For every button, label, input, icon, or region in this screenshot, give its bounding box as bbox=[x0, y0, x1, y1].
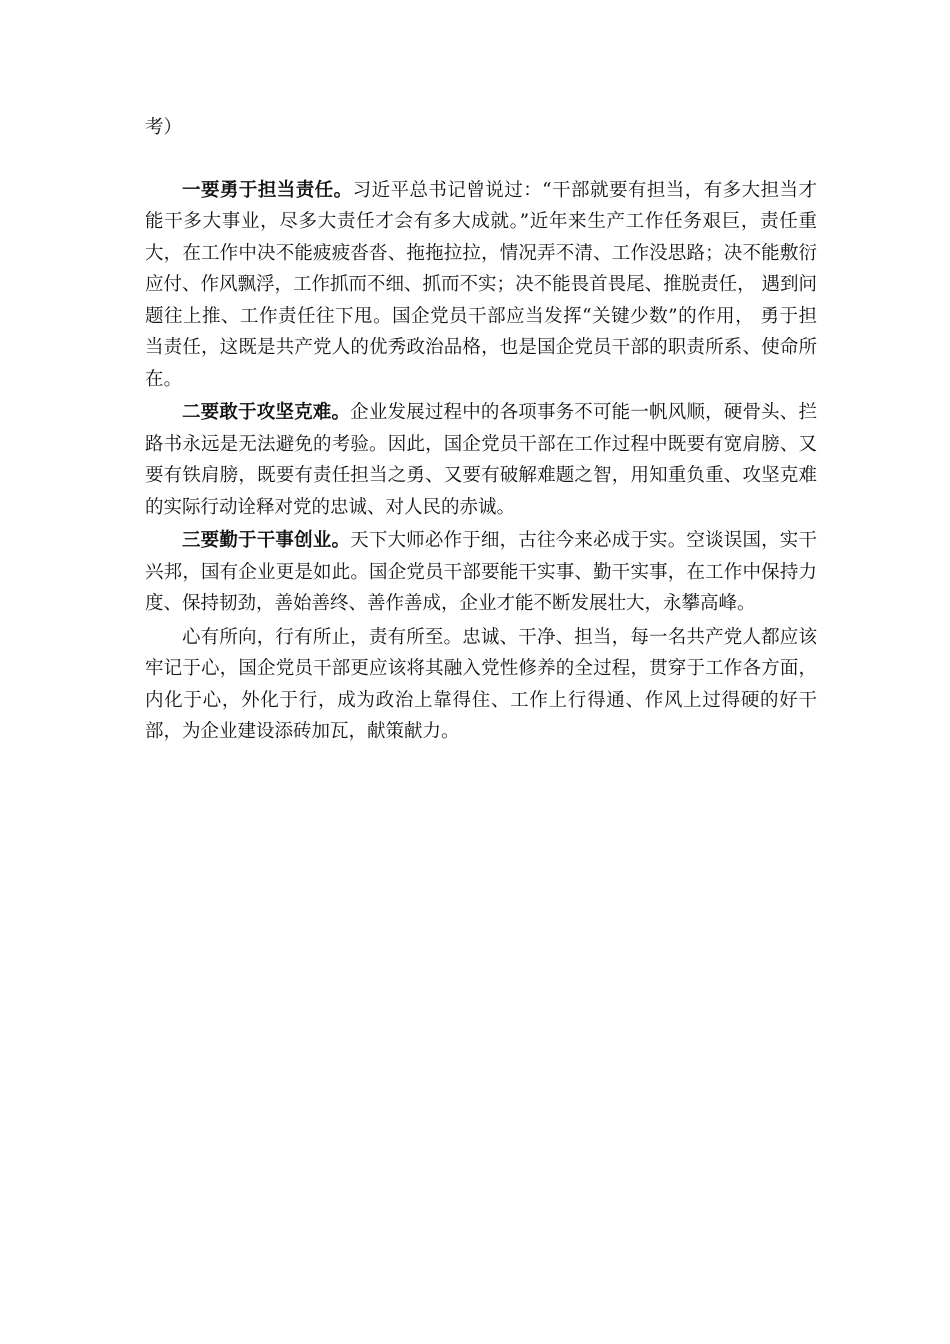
paragraph-responsibility bbox=[145, 175, 817, 396]
paragraph-text: 企业发展过程中的各项事务不可能一帆风顺，硬骨头、拦路书永远是无法避免的考验。因此，国企党员干部在工作过程中既要有宽肩膀、又要有铁肩膀，既要有责任担当之勇、又要有破解难题之智，用知重负重、攻坚克难的实际行动诠释对党的忠诚、对人民的赤诚。 bbox=[145, 402, 817, 518]
continuation-fragment: 考） bbox=[145, 117, 183, 138]
paragraph-lead: 三要勤于干事创业。 bbox=[182, 530, 351, 551]
paragraph-text: 天下大师必作于细，古往今来必成于实。空谈误国，实干兴邦，国有企业更是如此。国企党员干部要能干实事、勤干实事，在工作中保持力度、保持韧劲，善始善终、善作善成，企业才能不断发展壮大，永攀高峰。 bbox=[145, 530, 817, 614]
paragraph-text: 习近平总书记曾说过：“干部就要有担当，有多大担当才能干多大事业，尽多大责任才会有多大成就。”近年来生产工作任务艰巨，责任重大，在工作中决不能疲疲沓沓、拖拖拉拉，情况弄不清、工作没思路；决不能敷衍应付、作风飘浮，工作抓而不细、抓而不实；决不能畏首畏尾、推脱责任， 遇到问题往上推、工作责任往下甩。国企党员干部应当发挥“关键少数”的作用， 勇于担当责任，这既是共产党人的优秀政治品格，也是国企党员干部的职责所系、使命所在。 bbox=[145, 179, 817, 390]
paragraph-entrepreneurship bbox=[145, 525, 817, 620]
paragraph-difficulties bbox=[145, 397, 817, 523]
paragraph-text: 心有所向，行有所止，责有所至。忠诚、干净、担当，每一名共产党人都应该牢记于心，国企党员干部更应该将其融入党性修养的全过程，贯穿于工作各方面，内化于心，外化于行，成为政治上靠得住、工作上行得通、作风上过得硬的好干部，为企业建设添砖加瓦，献策献力。 bbox=[145, 626, 817, 742]
paragraph-lead: 二要敢于攻坚克难。 bbox=[182, 402, 351, 423]
paragraph-lead: 一要勇于担当责任。 bbox=[182, 179, 353, 201]
document-page bbox=[145, 112, 817, 750]
paragraph-conclusion bbox=[145, 622, 817, 748]
